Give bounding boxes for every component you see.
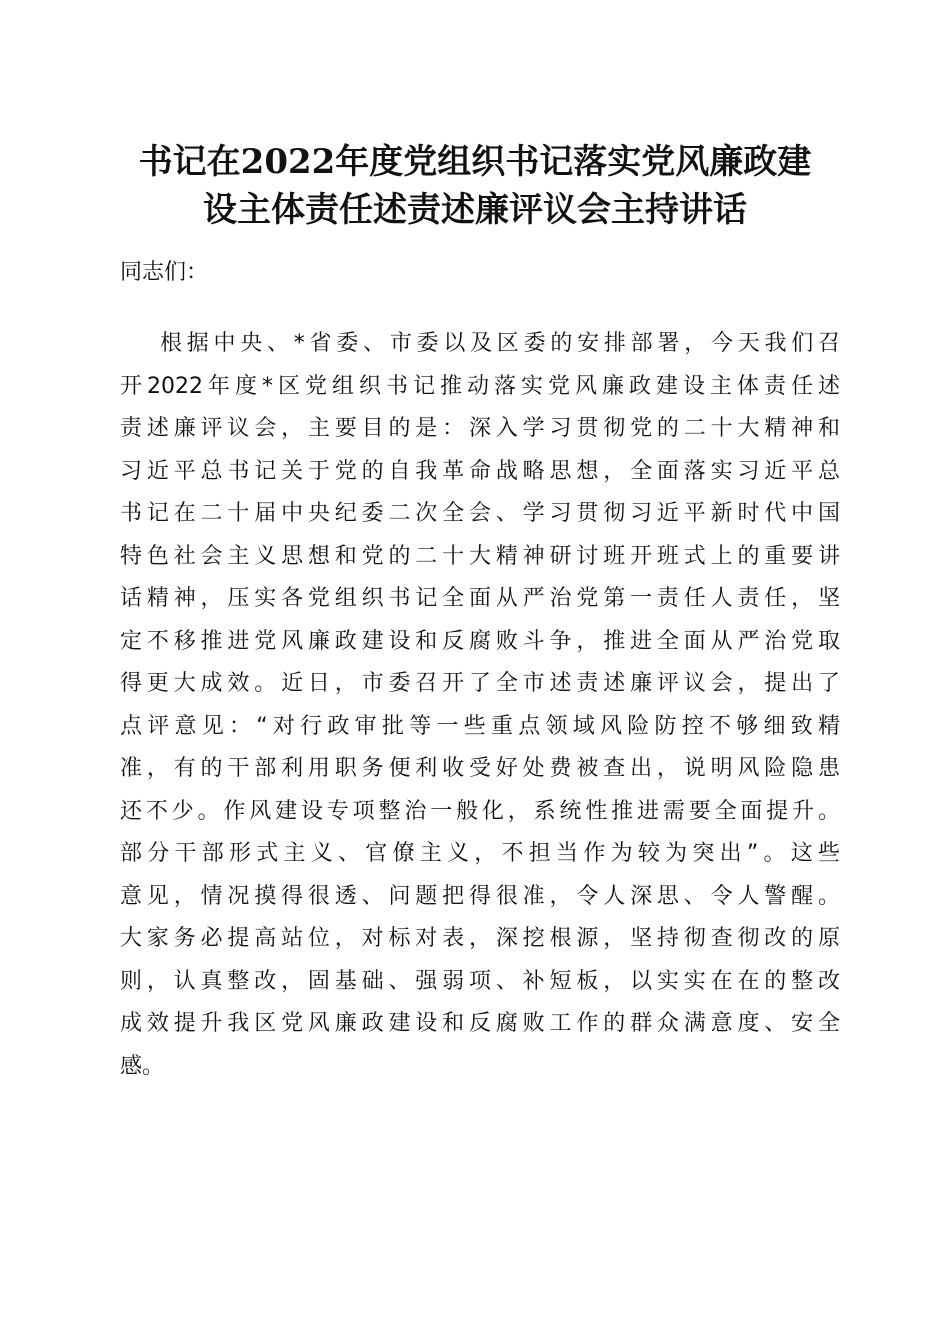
- paragraph-line: 准，有的干部利用职务便利收受好处费被查出，说明风险隐患: [120, 756, 840, 781]
- paragraph-line: 话精神，压实各党组织书记全面从严治党第一责任人责任，坚: [120, 586, 840, 611]
- paragraph-line: 特色社会主义思想和党的二十大精神研讨班开班式上的重要讲: [120, 543, 840, 569]
- paragraph-line: 责述廉评议会，主要目的是：深入学习贯彻党的二十大精神和: [120, 416, 840, 441]
- paragraph-line: 根据中央、*省委、市委以及区委的安排部署，今天我们召: [160, 331, 840, 356]
- paragraph-line: 大家务必提高站位，对标对表，深挖根源，坚持彻查彻改的原: [120, 926, 840, 951]
- paragraph-line: 还不少。作风建设专项整治一般化，系统性推进需要全面提升。: [120, 798, 840, 824]
- paragraph-line: 书记在二十届中央纪委二次全会、学习贯彻习近平新时代中国: [120, 501, 840, 526]
- title-line-1: 书记在2022年度党组织书记落实党风廉政建: [138, 142, 812, 182]
- paragraph-line: 开2022年度*区党组织书记推动落实党风廉政建设主体责任述: [120, 373, 840, 399]
- paragraph-line: 意见，情况摸得很透、问题把得很准，令人深思、令人警醒。: [120, 883, 840, 909]
- salutation: 同志们：: [120, 260, 209, 285]
- body-paragraph: [120, 323, 840, 1088]
- paragraph-line: 部分干部形式主义、官僚主义，不担当作为较为突出”。这些: [120, 841, 840, 866]
- paragraph-line: 习近平总书记关于党的自我革命战略思想，全面落实习近平总: [120, 458, 840, 484]
- document-title: [100, 138, 850, 234]
- paragraph-line: 点评意见：“对行政审批等一些重点领域风险防控不够细致精: [120, 713, 840, 739]
- paragraph-line: 得更大成效。近日，市委召开了全市述责述廉评议会，提出了: [120, 671, 840, 696]
- paragraph-line: 则，认真整改，固基础、强弱项、补短板，以实实在在的整改: [120, 968, 840, 994]
- paragraph-line: 定不移推进党风廉政建设和反腐败斗争，推进全面从严治党取: [120, 628, 840, 654]
- paragraph-line: 感。: [120, 1053, 165, 1079]
- paragraph-line: 成效提升我区党风廉政建设和反腐败工作的群众满意度、安全: [120, 1011, 840, 1036]
- title-line-2: 设主体责任述责述廉评议会主持讲话: [203, 190, 747, 230]
